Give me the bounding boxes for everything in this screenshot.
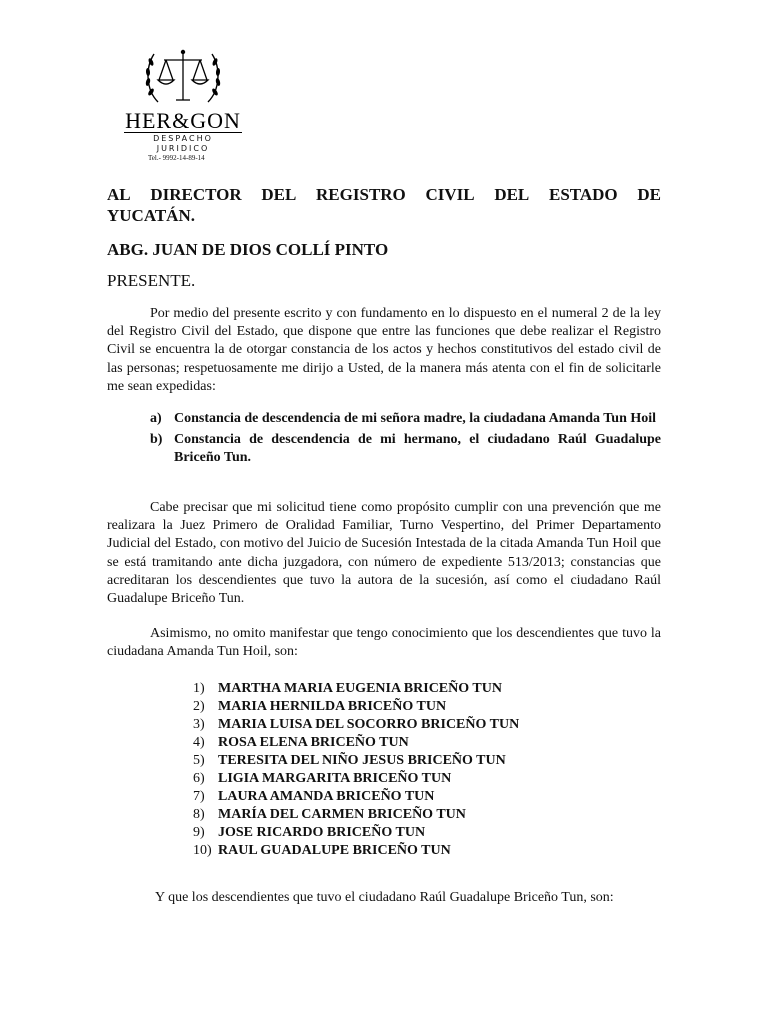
list-number: 8) (193, 807, 205, 822)
list-number: 2) (193, 699, 205, 714)
heading-word: ESTADO (548, 185, 618, 204)
addressee-heading (107, 184, 661, 226)
descendant-name: LAURA AMANDA BRICEÑO TUN (218, 789, 435, 804)
descendant-name: TERESITA DEL NIÑO JESUS BRICEÑO TUN (218, 753, 506, 768)
list-item (193, 788, 593, 806)
addressee-line-1 (107, 184, 661, 205)
descendant-name: RAUL GUADALUPE BRICEÑO TUN (218, 843, 451, 858)
descendant-name: MARIA HERNILDA BRICEÑO TUN (218, 699, 447, 714)
list-item (150, 431, 661, 468)
list-item (150, 410, 661, 429)
descendant-name: MARIA LUISA DEL SOCORRO BRICEÑO TUN (218, 717, 520, 732)
heading-word: DEL (494, 185, 530, 204)
list-item (193, 716, 593, 734)
list-item (193, 752, 593, 770)
recipient-name: ABG. JUAN DE DIOS COLLÍ PINTO (107, 240, 389, 259)
paragraph-intro: Por medio del presente escrito y con fundamento en lo dispuesto en el numeral 2 de la ley del Registro Civil del Estado, que dispone que entre las funciones que debe realizar el Registro Civil se encuentra la de otorgar constancia de los actos y hechos constitutivos del estado civil de las personas; respetuosamente me dirijo a Usted, de la manera más atenta con el fin de solicitarle me sean expedidas: (107, 306, 661, 394)
heading-word: REGISTRO (316, 185, 406, 204)
list-item (193, 734, 593, 752)
descendant-name: ROSA ELENA BRICEÑO TUN (218, 735, 409, 750)
list-marker: b) (150, 431, 163, 447)
paragraph-purpose: Cabe precisar que mi solicitud tiene como propósito cumplir con una prevención que me realizara la Juez Primero de Oralidad Familiar, Turno Vespertino, del Primer Departamento Judicial del Estado, con motivo del Juicio de Sucesión Intestada de la citada Amanda Tun Hoil que se está tramitando ante dicha juzgadora, con número de expediente 513/2013; constancias que acreditaran los descendientes que tuvo la autora de la sucesión, así como el ciudadano Raúl Guadalupe Briceño Tun. (107, 500, 661, 607)
list-number: 6) (193, 771, 205, 786)
logo-phone: Tel.- 9992-14-89-14 (148, 154, 205, 162)
presente-salutation: PRESENTE. (107, 271, 196, 290)
heading-word: DEL (261, 185, 297, 204)
descendant-name: JOSE RICARDO BRICEÑO TUN (218, 825, 426, 840)
list-number: 10) (193, 843, 212, 858)
request-list (150, 410, 661, 470)
descendants-list (193, 680, 593, 860)
list-item (193, 806, 593, 824)
list-number: 4) (193, 735, 205, 750)
heading-word: AL (107, 185, 131, 204)
list-item-text: Constancia de descendencia de mi señora madre, la ciudadana Amanda Tun Hoil (174, 411, 657, 426)
heading-word: DIRECTOR (150, 185, 242, 204)
list-number: 9) (193, 825, 205, 840)
paragraph-descendants-intro: Asimismo, no omito manifestar que tengo conocimiento que los descendientes que tuvo la ciudadana Amanda Tun Hoil, son: (107, 626, 661, 660)
list-item (193, 824, 593, 842)
heading-word: CIVIL (425, 185, 475, 204)
list-number: 3) (193, 717, 205, 732)
descendant-name: MARÍA DEL CARMEN BRICEÑO TUN (218, 807, 466, 822)
list-item (193, 770, 593, 788)
list-item (193, 842, 593, 860)
descendant-name: LIGIA MARGARITA BRICEÑO TUN (218, 771, 452, 786)
list-item-text: Constancia de descendencia de mi hermano, el ciudadano Raúl Guadalupe Briceño Tun. (174, 431, 661, 465)
list-item (193, 698, 593, 716)
list-number: 7) (193, 789, 205, 804)
logo-firm-name: HER&GON (125, 108, 241, 133)
logo-subtitle-juridico: JURIDICO (156, 144, 210, 153)
scales-of-justice-icon (142, 44, 224, 110)
list-marker: a) (150, 411, 162, 426)
paragraph-second-descendants-intro: Y que los descendientes que tuvo el ciudadano Raúl Guadalupe Briceño Tun, son: (155, 890, 614, 905)
firm-logo (118, 44, 252, 166)
descendant-name: MARTHA MARIA EUGENIA BRICEÑO TUN (218, 681, 502, 696)
list-number: 1) (193, 681, 205, 696)
logo-subtitle-despacho: DESPACHO (153, 134, 213, 143)
logo-divider (124, 132, 242, 133)
addressee-line-2: YUCATÁN. (107, 206, 195, 225)
heading-word: DE (637, 185, 661, 204)
list-number: 5) (193, 753, 205, 768)
list-item (193, 680, 593, 698)
